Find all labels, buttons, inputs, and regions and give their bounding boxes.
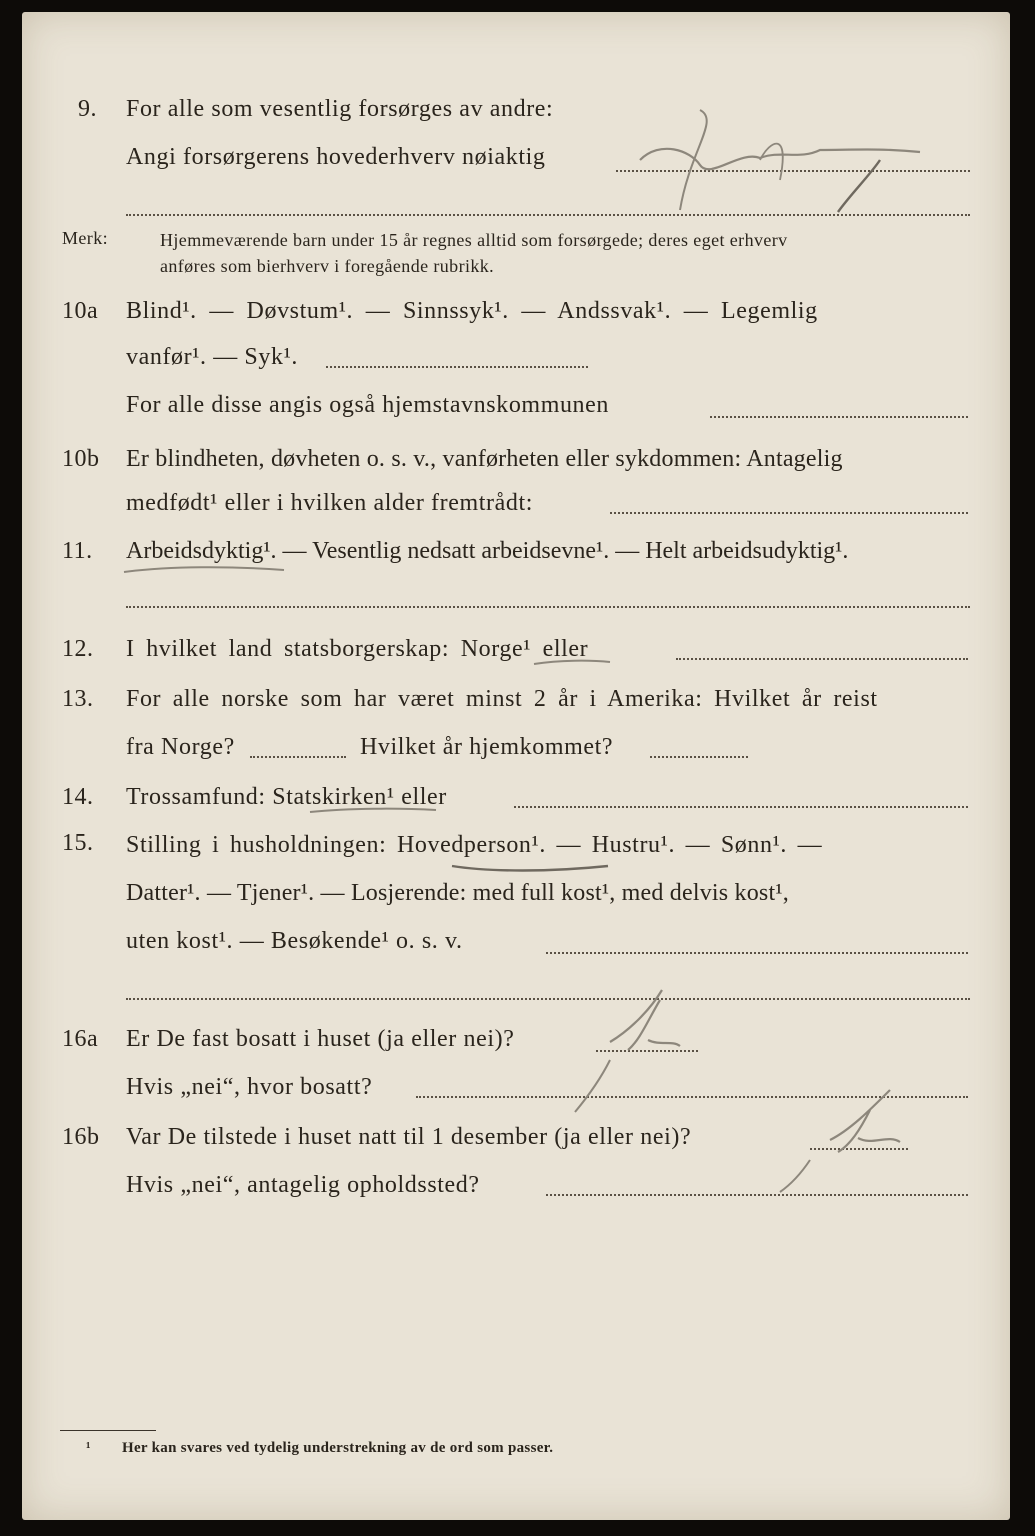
q12-answer-line[interactable] — [676, 658, 968, 660]
q15-line1: Stilling i husholdningen: Hovedperson¹. — Hustru¹. — Sønn¹. — — [126, 832, 823, 858]
q12-line1: I hvilket land statsborgerskap: Norge¹ eller — [126, 636, 589, 662]
q15-number: 15. — [62, 830, 94, 856]
q13-line2a: fra Norge? — [126, 734, 235, 760]
q16a-line2: Hvis „nei“, hvor bosatt? — [126, 1074, 373, 1100]
q14-answer-line[interactable] — [514, 806, 968, 808]
q10a-number: 10a — [62, 298, 99, 324]
q14-number: 14. — [62, 784, 94, 810]
q9-line1: For alle som vesentlig forsørges av andre: — [126, 96, 554, 122]
q10a-answer-line[interactable] — [326, 366, 588, 368]
q16b-line2: Hvis „nei“, antagelig opholdssted? — [126, 1172, 480, 1198]
q10a-line3: For alle disse angis også hjemstavnskommunen — [126, 392, 610, 418]
q16b-number: 16b — [62, 1124, 100, 1150]
q9-number: 9. — [78, 96, 97, 122]
q13-hjemkommet-line[interactable] — [650, 756, 748, 758]
q15-line3: uten kost¹. — Besøkende¹ o. s. v. — [126, 928, 463, 954]
q16b-answer-line[interactable] — [810, 1148, 908, 1150]
footnote-mark: ¹ — [86, 1440, 91, 1456]
q13-number: 13. — [62, 686, 94, 712]
q13-reist-line[interactable] — [250, 756, 346, 758]
footnote-rule — [60, 1430, 156, 1431]
q13-line1: For alle norske som har været minst 2 år i Amerika: Hvilket år reist — [126, 686, 878, 712]
q15-answer-line[interactable] — [546, 952, 968, 954]
q11-answer-line[interactable] — [126, 606, 970, 608]
merk-line1: Hjemmeværende barn under 15 år regnes alltid som forsørgede; deres eget erhverv — [160, 230, 788, 250]
q16b-opholdssted-line[interactable] — [546, 1194, 968, 1196]
q9-line2: Angi forsørgerens hovederhverv nøiaktig — [126, 144, 546, 170]
q10b-answer-line[interactable] — [610, 512, 968, 514]
q16a-bosatt-line[interactable] — [416, 1096, 968, 1098]
q16b-line1: Var De tilstede i huset natt til 1 desember (ja eller nei)? — [126, 1124, 692, 1150]
q12-number: 12. — [62, 636, 94, 662]
q11-number: 11. — [62, 538, 93, 564]
q16a-number: 16a — [62, 1026, 99, 1052]
q10a-line2: vanfør¹. — Syk¹. — [126, 344, 298, 370]
q10a-line1: Blind¹. — Døvstum¹. — Sinnssyk¹. — Andssvak¹. — Legemlig — [126, 298, 818, 324]
footnote-text: Her kan svares ved tydelig understrekning av de ord som passer. — [122, 1440, 554, 1456]
q10b-line1: Er blindheten, døvheten o. s. v., vanførheten eller sykdommen: Antagelig — [126, 446, 843, 472]
q9-answer-line-2[interactable] — [126, 214, 970, 216]
merk-line2: anføres som bierhverv i foregående rubrikk. — [160, 256, 495, 276]
q9-answer-line[interactable] — [616, 170, 970, 172]
q10a-hjemstavn-line[interactable] — [710, 416, 968, 418]
q16a-answer-line[interactable] — [596, 1050, 698, 1052]
merk-label: Merk: — [62, 228, 108, 248]
q13-line2b: Hvilket år hjemkommet? — [360, 734, 614, 760]
q14-line1: Trossamfund: Statskirken¹ eller — [126, 784, 447, 810]
q10b-number: 10b — [62, 446, 100, 472]
q11-line1: Arbeidsdyktig¹. — Vesentlig nedsatt arbeidsevne¹. — Helt arbeidsudyktig¹. — [126, 538, 849, 564]
q10b-line2: medfødt¹ eller i hvilken alder fremtrådt: — [126, 490, 533, 516]
q15-answer-line-2[interactable] — [126, 998, 970, 1000]
q15-line2: Datter¹. — Tjener¹. — Losjerende: med full kost¹, med delvis kost¹, — [126, 880, 789, 906]
q16a-line1: Er De fast bosatt i huset (ja eller nei)? — [126, 1026, 515, 1052]
